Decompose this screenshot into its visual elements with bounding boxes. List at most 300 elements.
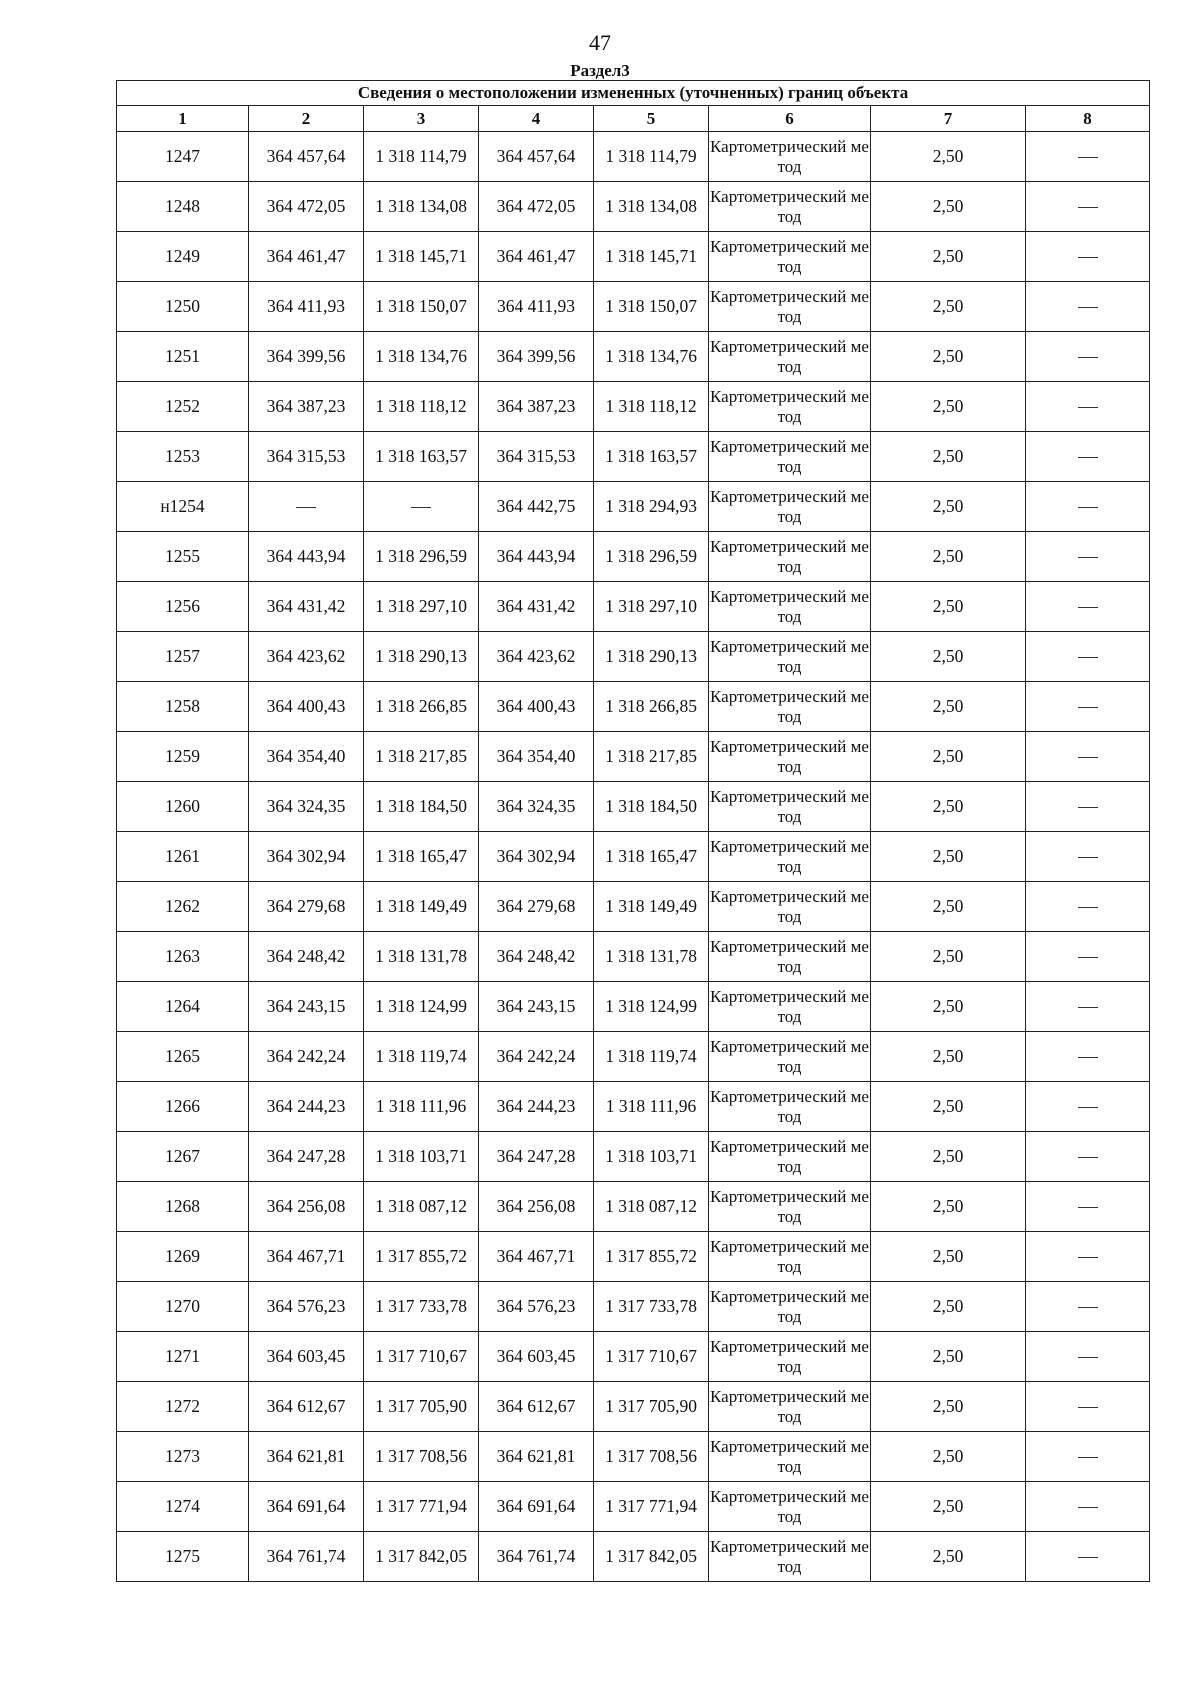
cell-new-y: 1 318 131,78 xyxy=(594,932,709,982)
cell-new-x: 364 472,05 xyxy=(479,182,594,232)
cell-old-x: 364 472,05 xyxy=(249,182,364,232)
cell-new-x: 364 461,47 xyxy=(479,232,594,282)
cell-new-y: 1 318 296,59 xyxy=(594,532,709,582)
cell-old-y: 1 318 131,78 xyxy=(364,932,479,982)
dash-mark xyxy=(1078,1507,1098,1508)
cell-new-y: 1 318 149,49 xyxy=(594,882,709,932)
cell-old-x: 364 279,68 xyxy=(249,882,364,932)
cell-point-id: 1274 xyxy=(117,1482,249,1532)
cell-new-y: 1 318 297,10 xyxy=(594,582,709,632)
section-title: Раздел3 xyxy=(570,61,630,80)
column-number: 4 xyxy=(479,106,594,132)
cell-accuracy: 2,50 xyxy=(871,482,1026,532)
dash-mark xyxy=(1078,1457,1098,1458)
table-row xyxy=(117,182,1150,232)
cell-accuracy: 2,50 xyxy=(871,1432,1026,1482)
cell-method: Картометрический метод xyxy=(709,1382,871,1432)
cell-old-y: 1 317 710,67 xyxy=(364,1332,479,1382)
cell-accuracy: 2,50 xyxy=(871,332,1026,382)
dash-mark xyxy=(1078,257,1098,258)
dash-mark xyxy=(1078,1557,1098,1558)
cell-old-x: 364 411,93 xyxy=(249,282,364,332)
dash-mark xyxy=(1078,1407,1098,1408)
cell-new-x: 364 256,08 xyxy=(479,1182,594,1232)
cell-accuracy: 2,50 xyxy=(871,182,1026,232)
dash-mark xyxy=(1078,1307,1098,1308)
cell-new-x: 364 324,35 xyxy=(479,782,594,832)
dash-mark xyxy=(1078,707,1098,708)
cell-old-x: 364 443,94 xyxy=(249,532,364,582)
cell-method: Картометрический метод xyxy=(709,482,871,532)
cell-new-y: 1 318 118,12 xyxy=(594,382,709,432)
cell-old-y: 1 318 124,99 xyxy=(364,982,479,1032)
dash-mark xyxy=(1078,907,1098,908)
cell-point-id: 1267 xyxy=(117,1132,249,1182)
cell-old-x: 364 603,45 xyxy=(249,1332,364,1382)
cell-accuracy: 2,50 xyxy=(871,982,1026,1032)
cell-new-x: 364 691,64 xyxy=(479,1482,594,1532)
cell-old-y: 1 318 134,76 xyxy=(364,332,479,382)
table-row xyxy=(117,1232,1150,1282)
cell-new-y: 1 318 111,96 xyxy=(594,1082,709,1132)
cell-new-y: 1 317 733,78 xyxy=(594,1282,709,1332)
cell-new-x: 364 467,71 xyxy=(479,1232,594,1282)
cell-new-y: 1 317 771,94 xyxy=(594,1482,709,1532)
table-body xyxy=(117,132,1150,1582)
table-row xyxy=(117,282,1150,332)
table-row xyxy=(117,1082,1150,1132)
cell-description xyxy=(1026,1332,1150,1382)
cell-point-id: 1248 xyxy=(117,182,249,232)
cell-new-x: 364 387,23 xyxy=(479,382,594,432)
dash-mark xyxy=(1078,1057,1098,1058)
cell-old-y: 1 318 165,47 xyxy=(364,832,479,882)
table-row xyxy=(117,382,1150,432)
cell-point-id: 1256 xyxy=(117,582,249,632)
cell-new-y: 1 318 294,93 xyxy=(594,482,709,532)
column-number: 2 xyxy=(249,106,364,132)
cell-new-x: 364 315,53 xyxy=(479,432,594,482)
cell-new-x: 364 431,42 xyxy=(479,582,594,632)
cell-old-y: 1 318 184,50 xyxy=(364,782,479,832)
cell-old-x: 364 691,64 xyxy=(249,1482,364,1532)
cell-accuracy: 2,50 xyxy=(871,382,1026,432)
table-row xyxy=(117,1432,1150,1482)
cell-method: Картометрический метод xyxy=(709,532,871,582)
cell-description xyxy=(1026,332,1150,382)
table-row xyxy=(117,732,1150,782)
dash-mark xyxy=(1078,857,1098,858)
cell-method: Картометрический метод xyxy=(709,1182,871,1232)
cell-method: Картометрический метод xyxy=(709,582,871,632)
dash-mark xyxy=(1078,207,1098,208)
cell-accuracy: 2,50 xyxy=(871,882,1026,932)
cell-method: Картометрический метод xyxy=(709,832,871,882)
cell-point-id: 1253 xyxy=(117,432,249,482)
column-number: 8 xyxy=(1026,106,1150,132)
dash-mark xyxy=(1078,1357,1098,1358)
cell-point-id: 1262 xyxy=(117,882,249,932)
cell-new-y: 1 317 705,90 xyxy=(594,1382,709,1432)
cell-old-x: 364 612,67 xyxy=(249,1382,364,1432)
cell-accuracy: 2,50 xyxy=(871,732,1026,782)
cell-new-y: 1 318 290,13 xyxy=(594,632,709,682)
table-row xyxy=(117,132,1150,182)
table-row xyxy=(117,432,1150,482)
dash-mark xyxy=(1078,957,1098,958)
cell-new-y: 1 318 217,85 xyxy=(594,732,709,782)
table-row xyxy=(117,882,1150,932)
cell-description xyxy=(1026,532,1150,582)
cell-method: Картометрический метод xyxy=(709,1432,871,1482)
cell-method: Картометрический метод xyxy=(709,332,871,382)
cell-new-x: 364 302,94 xyxy=(479,832,594,882)
cell-old-y: 1 317 733,78 xyxy=(364,1282,479,1332)
cell-old-y: 1 318 103,71 xyxy=(364,1132,479,1182)
cell-old-y: 1 318 149,49 xyxy=(364,882,479,932)
cell-point-id: 1273 xyxy=(117,1432,249,1482)
cell-description xyxy=(1026,432,1150,482)
cell-method: Картометрический метод xyxy=(709,182,871,232)
table-row xyxy=(117,1032,1150,1082)
cell-old-x: 364 461,47 xyxy=(249,232,364,282)
cell-point-id: 1269 xyxy=(117,1232,249,1282)
cell-description xyxy=(1026,1232,1150,1282)
table-row xyxy=(117,482,1150,532)
cell-old-y: 1 318 297,10 xyxy=(364,582,479,632)
cell-accuracy: 2,50 xyxy=(871,1032,1026,1082)
cell-accuracy: 2,50 xyxy=(871,832,1026,882)
cell-old-y: 1 318 296,59 xyxy=(364,532,479,582)
cell-new-x: 364 279,68 xyxy=(479,882,594,932)
cell-method: Картометрический метод xyxy=(709,682,871,732)
dash-mark xyxy=(1078,1007,1098,1008)
cell-accuracy: 2,50 xyxy=(871,1282,1026,1332)
dash-mark xyxy=(296,507,316,508)
cell-old-x xyxy=(249,482,364,532)
cell-point-id: 1275 xyxy=(117,1532,249,1582)
cell-accuracy: 2,50 xyxy=(871,1332,1026,1382)
cell-description xyxy=(1026,682,1150,732)
cell-new-y: 1 318 119,74 xyxy=(594,1032,709,1082)
cell-accuracy: 2,50 xyxy=(871,782,1026,832)
cell-old-y xyxy=(364,482,479,532)
cell-description xyxy=(1026,1482,1150,1532)
cell-point-id: 1252 xyxy=(117,382,249,432)
cell-accuracy: 2,50 xyxy=(871,582,1026,632)
cell-old-y: 1 317 855,72 xyxy=(364,1232,479,1282)
cell-accuracy: 2,50 xyxy=(871,1132,1026,1182)
cell-old-x: 364 400,43 xyxy=(249,682,364,732)
cell-description xyxy=(1026,1132,1150,1182)
cell-old-x: 364 302,94 xyxy=(249,832,364,882)
cell-description xyxy=(1026,1432,1150,1482)
column-number-row xyxy=(117,106,1150,132)
cell-description xyxy=(1026,1082,1150,1132)
cell-old-y: 1 318 163,57 xyxy=(364,432,479,482)
dash-mark xyxy=(1078,657,1098,658)
cell-method: Картометрический метод xyxy=(709,1532,871,1582)
cell-new-x: 364 761,74 xyxy=(479,1532,594,1582)
table-row xyxy=(117,1532,1150,1582)
cell-method: Картометрический метод xyxy=(709,932,871,982)
cell-new-y: 1 317 710,67 xyxy=(594,1332,709,1382)
cell-description xyxy=(1026,1282,1150,1332)
cell-new-y: 1 318 163,57 xyxy=(594,432,709,482)
cell-old-y: 1 318 150,07 xyxy=(364,282,479,332)
cell-old-x: 364 315,53 xyxy=(249,432,364,482)
cell-new-x: 364 399,56 xyxy=(479,332,594,382)
cell-method: Картометрический метод xyxy=(709,882,871,932)
cell-point-id: 1272 xyxy=(117,1382,249,1432)
cell-new-x: 364 354,40 xyxy=(479,732,594,782)
cell-new-x: 364 400,43 xyxy=(479,682,594,732)
cell-new-y: 1 318 184,50 xyxy=(594,782,709,832)
table-row xyxy=(117,982,1150,1032)
table-row xyxy=(117,1182,1150,1232)
table-row xyxy=(117,1132,1150,1182)
cell-new-x: 364 247,28 xyxy=(479,1132,594,1182)
cell-accuracy: 2,50 xyxy=(871,432,1026,482)
cell-method: Картометрический метод xyxy=(709,1082,871,1132)
cell-old-x: 364 467,71 xyxy=(249,1232,364,1282)
dash-mark xyxy=(1078,457,1098,458)
cell-accuracy: 2,50 xyxy=(871,1082,1026,1132)
cell-point-id: 1258 xyxy=(117,682,249,732)
cell-description xyxy=(1026,282,1150,332)
table-row xyxy=(117,582,1150,632)
dash-mark xyxy=(1078,357,1098,358)
cell-old-y: 1 318 118,12 xyxy=(364,382,479,432)
cell-method: Картометрический метод xyxy=(709,1032,871,1082)
cell-method: Картометрический метод xyxy=(709,1132,871,1182)
cell-accuracy: 2,50 xyxy=(871,932,1026,982)
cell-point-id: 1263 xyxy=(117,932,249,982)
cell-new-x: 364 576,23 xyxy=(479,1282,594,1332)
cell-old-x: 364 576,23 xyxy=(249,1282,364,1332)
cell-point-id: 1268 xyxy=(117,1182,249,1232)
cell-new-x: 364 443,94 xyxy=(479,532,594,582)
cell-accuracy: 2,50 xyxy=(871,1532,1026,1582)
cell-old-y: 1 318 290,13 xyxy=(364,632,479,682)
dash-mark xyxy=(1078,1207,1098,1208)
cell-old-y: 1 318 217,85 xyxy=(364,732,479,782)
table-row xyxy=(117,332,1150,382)
dash-mark xyxy=(1078,757,1098,758)
table-row xyxy=(117,532,1150,582)
dash-mark xyxy=(1078,307,1098,308)
cell-description xyxy=(1026,982,1150,1032)
cell-old-x: 364 244,23 xyxy=(249,1082,364,1132)
dash-mark xyxy=(1078,1107,1098,1108)
column-number: 5 xyxy=(594,106,709,132)
cell-new-y: 1 318 145,71 xyxy=(594,232,709,282)
cell-old-y: 1 318 114,79 xyxy=(364,132,479,182)
cell-point-id: 1257 xyxy=(117,632,249,682)
cell-new-y: 1 317 842,05 xyxy=(594,1532,709,1582)
cell-description xyxy=(1026,632,1150,682)
cell-method: Картометрический метод xyxy=(709,1232,871,1282)
cell-old-x: 364 621,81 xyxy=(249,1432,364,1482)
cell-description xyxy=(1026,132,1150,182)
cell-new-y: 1 318 087,12 xyxy=(594,1182,709,1232)
cell-new-x: 364 248,42 xyxy=(479,932,594,982)
column-number: 1 xyxy=(117,106,249,132)
cell-point-id: 1265 xyxy=(117,1032,249,1082)
table-row xyxy=(117,682,1150,732)
cell-old-y: 1 318 134,08 xyxy=(364,182,479,232)
cell-old-x: 364 248,42 xyxy=(249,932,364,982)
column-number: 7 xyxy=(871,106,1026,132)
cell-accuracy: 2,50 xyxy=(871,282,1026,332)
cell-new-y: 1 317 708,56 xyxy=(594,1432,709,1482)
cell-point-id: 1271 xyxy=(117,1332,249,1382)
cell-old-x: 364 387,23 xyxy=(249,382,364,432)
cell-description xyxy=(1026,782,1150,832)
cell-point-id: 1266 xyxy=(117,1082,249,1132)
cell-old-x: 364 354,40 xyxy=(249,732,364,782)
table-row xyxy=(117,1482,1150,1532)
cell-point-id: 1270 xyxy=(117,1282,249,1332)
cell-new-y: 1 318 124,99 xyxy=(594,982,709,1032)
cell-point-id: 1250 xyxy=(117,282,249,332)
cell-new-y: 1 317 855,72 xyxy=(594,1232,709,1282)
cell-description xyxy=(1026,932,1150,982)
cell-method: Картометрический метод xyxy=(709,1482,871,1532)
dash-mark xyxy=(1078,607,1098,608)
cell-description xyxy=(1026,1532,1150,1582)
cell-new-x: 364 423,62 xyxy=(479,632,594,682)
cell-accuracy: 2,50 xyxy=(871,532,1026,582)
cell-point-id: 1259 xyxy=(117,732,249,782)
boundary-table xyxy=(116,80,1150,1582)
cell-accuracy: 2,50 xyxy=(871,1232,1026,1282)
cell-new-y: 1 318 150,07 xyxy=(594,282,709,332)
cell-old-y: 1 317 842,05 xyxy=(364,1532,479,1582)
cell-method: Картометрический метод xyxy=(709,232,871,282)
cell-method: Картометрический метод xyxy=(709,1282,871,1332)
cell-old-y: 1 318 266,85 xyxy=(364,682,479,732)
cell-method: Картометрический метод xyxy=(709,282,871,332)
cell-new-y: 1 318 114,79 xyxy=(594,132,709,182)
cell-point-id: 1249 xyxy=(117,232,249,282)
cell-point-id: 1264 xyxy=(117,982,249,1032)
cell-point-id: 1260 xyxy=(117,782,249,832)
cell-old-y: 1 317 708,56 xyxy=(364,1432,479,1482)
cell-point-id: 1247 xyxy=(117,132,249,182)
cell-point-id: 1261 xyxy=(117,832,249,882)
page-number: 47 xyxy=(589,30,611,55)
cell-description xyxy=(1026,232,1150,282)
cell-old-x: 364 399,56 xyxy=(249,332,364,382)
table-row xyxy=(117,232,1150,282)
cell-old-x: 364 431,42 xyxy=(249,582,364,632)
dash-mark xyxy=(1078,407,1098,408)
cell-new-y: 1 318 103,71 xyxy=(594,1132,709,1182)
dash-mark xyxy=(1078,807,1098,808)
cell-accuracy: 2,50 xyxy=(871,632,1026,682)
cell-description xyxy=(1026,1382,1150,1432)
cell-description xyxy=(1026,882,1150,932)
cell-description xyxy=(1026,582,1150,632)
table-row xyxy=(117,932,1150,982)
dash-mark xyxy=(1078,557,1098,558)
table-row xyxy=(117,832,1150,882)
cell-new-x: 364 621,81 xyxy=(479,1432,594,1482)
cell-method: Картометрический метод xyxy=(709,132,871,182)
cell-old-y: 1 317 771,94 xyxy=(364,1482,479,1532)
cell-old-y: 1 318 087,12 xyxy=(364,1182,479,1232)
table-row xyxy=(117,782,1150,832)
cell-new-y: 1 318 134,76 xyxy=(594,332,709,382)
cell-new-y: 1 318 134,08 xyxy=(594,182,709,232)
cell-description xyxy=(1026,1032,1150,1082)
cell-method: Картометрический метод xyxy=(709,782,871,832)
dash-mark xyxy=(1078,157,1098,158)
cell-accuracy: 2,50 xyxy=(871,132,1026,182)
cell-old-x: 364 256,08 xyxy=(249,1182,364,1232)
cell-new-x: 364 242,24 xyxy=(479,1032,594,1082)
column-number: 6 xyxy=(709,106,871,132)
cell-old-x: 364 423,62 xyxy=(249,632,364,682)
cell-point-id: 1255 xyxy=(117,532,249,582)
cell-accuracy: 2,50 xyxy=(871,232,1026,282)
cell-new-x: 364 603,45 xyxy=(479,1332,594,1382)
cell-new-x: 364 442,75 xyxy=(479,482,594,532)
cell-old-x: 364 761,74 xyxy=(249,1532,364,1582)
cell-new-x: 364 244,23 xyxy=(479,1082,594,1132)
table-row xyxy=(117,1282,1150,1332)
cell-point-id: н1254 xyxy=(117,482,249,532)
dash-mark xyxy=(1078,1157,1098,1158)
cell-method: Картометрический метод xyxy=(709,732,871,782)
cell-description xyxy=(1026,382,1150,432)
cell-method: Картометрический метод xyxy=(709,632,871,682)
cell-description xyxy=(1026,1182,1150,1232)
cell-new-y: 1 318 165,47 xyxy=(594,832,709,882)
cell-description xyxy=(1026,182,1150,232)
cell-old-x: 364 457,64 xyxy=(249,132,364,182)
cell-old-y: 1 318 145,71 xyxy=(364,232,479,282)
cell-new-y: 1 318 266,85 xyxy=(594,682,709,732)
table-title: Сведения о местоположении измененных (уточненных) границ объекта xyxy=(117,81,1150,106)
cell-method: Картометрический метод xyxy=(709,432,871,482)
cell-new-x: 364 457,64 xyxy=(479,132,594,182)
dash-mark xyxy=(411,507,431,508)
cell-description xyxy=(1026,482,1150,532)
cell-old-x: 364 242,24 xyxy=(249,1032,364,1082)
cell-method: Картометрический метод xyxy=(709,1332,871,1382)
cell-accuracy: 2,50 xyxy=(871,682,1026,732)
cell-new-x: 364 612,67 xyxy=(479,1382,594,1432)
cell-method: Картометрический метод xyxy=(709,382,871,432)
cell-accuracy: 2,50 xyxy=(871,1182,1026,1232)
table-row xyxy=(117,1332,1150,1382)
cell-method: Картометрический метод xyxy=(709,982,871,1032)
table-row xyxy=(117,1382,1150,1432)
column-number: 3 xyxy=(364,106,479,132)
cell-old-y: 1 318 119,74 xyxy=(364,1032,479,1082)
cell-accuracy: 2,50 xyxy=(871,1482,1026,1532)
cell-accuracy: 2,50 xyxy=(871,1382,1026,1432)
cell-new-x: 364 411,93 xyxy=(479,282,594,332)
cell-old-y: 1 318 111,96 xyxy=(364,1082,479,1132)
cell-point-id: 1251 xyxy=(117,332,249,382)
dash-mark xyxy=(1078,507,1098,508)
cell-new-x: 364 243,15 xyxy=(479,982,594,1032)
table-row xyxy=(117,632,1150,682)
cell-old-x: 364 247,28 xyxy=(249,1132,364,1182)
